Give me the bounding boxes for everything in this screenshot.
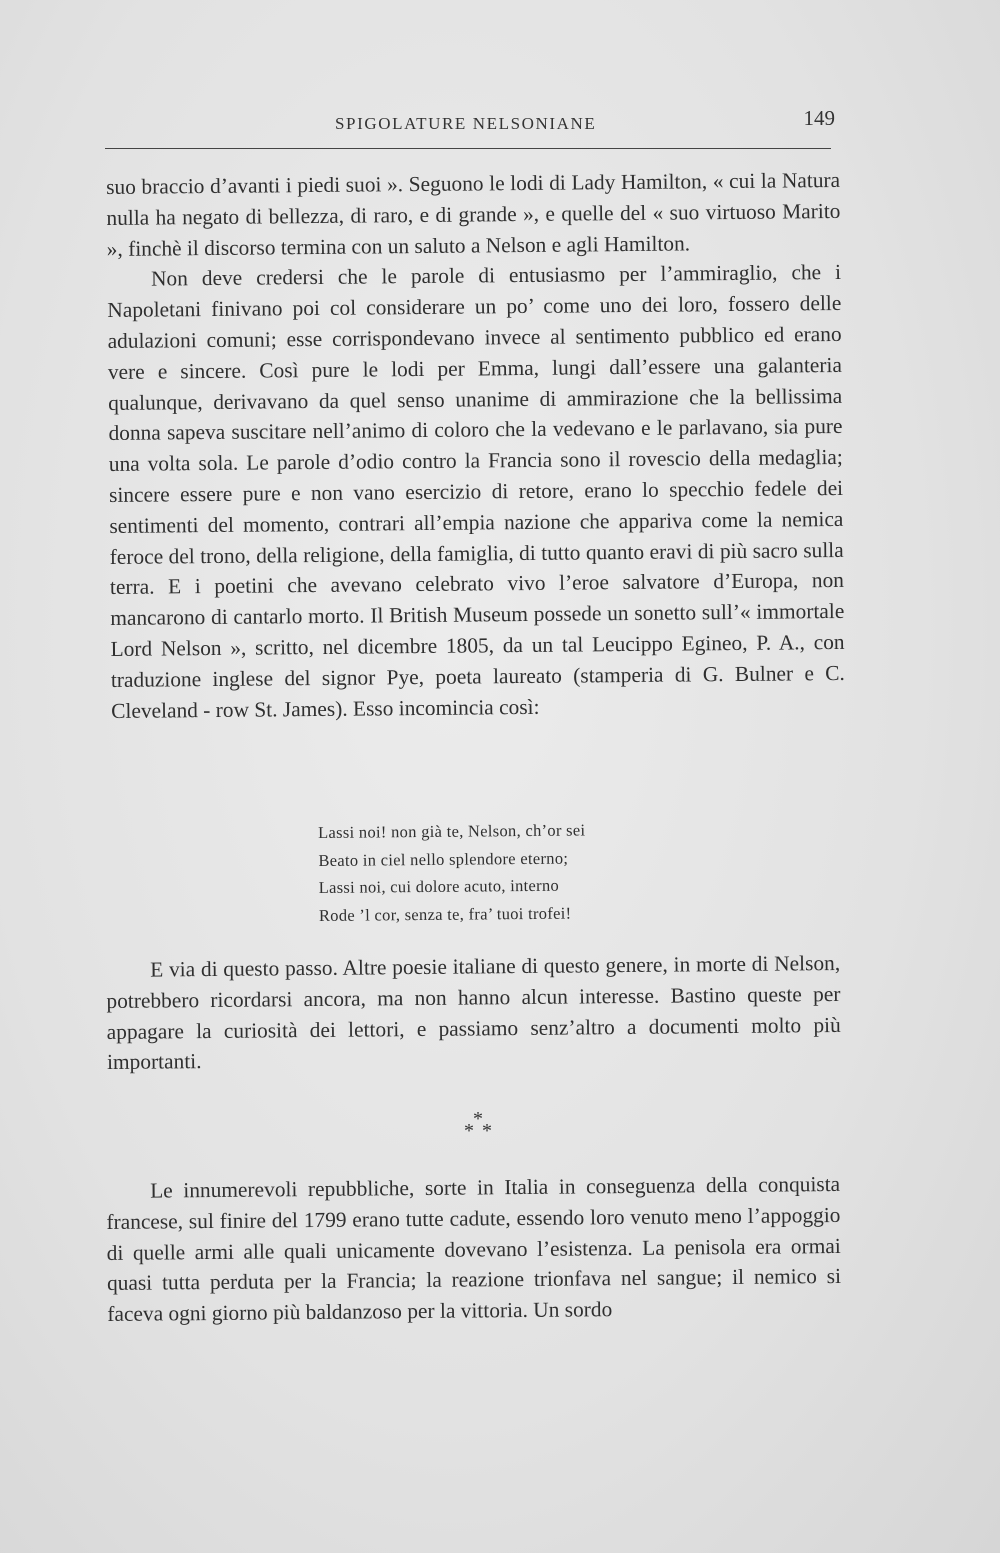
- verse-line: Lassi noi! non già te, Nelson, ch’or sei: [318, 820, 586, 842]
- paragraph-enthusiasm: Non deve credersi che le parole di entusiasmo per l’ammiraglio, che i Napoletani finivano poi col considerare un po’ come uno dei loro, fossero delle adulazioni comuni; esse corrispondevano invece al sentimento pubblico ed erano vere e sincere. Così pure le lodi per Emma, lungi dall’essere una galanteria qualunque, derivavano da quel senso unanime di ammirazione che la bellissima donna sapeva suscitare nell’animo di coloro che la vedevano e le parlavano, sia pure una volta sola. Le parole d’odio contro la Francia sono il rovescio della medaglia; sincere essere pure e non vano esercizio di retore, erano lo specchio fedele dei sentimenti del momento, contrari all’empia nazione che appariva come la nemica feroce del trono, della religione, della famiglia, di tutto quanto eravi di più sacro sulla terra. E i poetini che avevano celebrato vivo l’eroe salvatore d’Europa, non mancarono di cantarlo morto. Il British Museum possede un sonetto sull’« immortale Lord Nelson », scritto, nel dicembre 1805, da un tal Leucippo Egineo, P. A., con traduzione inglese del signor Pye, poeta laureato (stamperia di G. Bulner e C. Cleveland - row St. James). Esso incomincia così:: [107, 260, 845, 723]
- running-title: SPIGOLATURE NELSONIANE: [335, 114, 597, 133]
- header-rule: [105, 148, 831, 149]
- asterism-star-right: *: [482, 1120, 492, 1142]
- body-text-block-final: [106, 1169, 841, 1330]
- sonnet-quotation: [318, 816, 659, 929]
- paragraph-after-verse: E via di questo passo. Altre poesie italiane di questo genere, in morte di Nelson, potrebbero ricordarsi ancora, ma non hanno alcun interesse. Bastino queste per appagare la curiosità dei lettori, e passiamo senz’altro a documenti molto più importanti.: [106, 950, 841, 1075]
- asterism-star-top: *: [473, 1108, 483, 1130]
- verse-line: Beato in ciel nello splendore eterno;: [318, 848, 569, 870]
- paragraph-continuation: suo braccio d’avanti i piedi suoi ». Seguono le lodi di Lady Hamilton, « cui la Natura nulla ha negato di bellezza, di raro, e di grande », e quelle del « suo virtuoso Marito », finchè il discorso termina con un saluto a Nelson e agli Hamilton.: [106, 167, 841, 261]
- asterism-star-left: *: [464, 1120, 474, 1142]
- paragraph-republics: Le innumerevoli repubbliche, sorte in Italia in conseguenza della conquista francese, sul finire del 1799 erano tutte cadute, essendo loro venuto meno l’appoggio di quelle armi alle quali unicamente dovevano l’esistenza. La penisola era ormai quasi tutta perduta per la Francia; la reazione trionfava nel sangue; il nemico si faceva ogni giorno più baldanzoso per la vittoria. Un sordo: [106, 1171, 842, 1327]
- body-text-block: [106, 165, 845, 726]
- section-asterism: [455, 1108, 505, 1148]
- body-text-block-after-verse: [106, 948, 841, 1078]
- page-number: 149: [803, 106, 835, 130]
- verse-line: Rode ’l cor, senza te, fra’ tuoi trofei!: [318, 903, 572, 925]
- running-head: [105, 104, 835, 144]
- verse-line: Lassi noi, cui dolore acuto, interno: [318, 875, 560, 897]
